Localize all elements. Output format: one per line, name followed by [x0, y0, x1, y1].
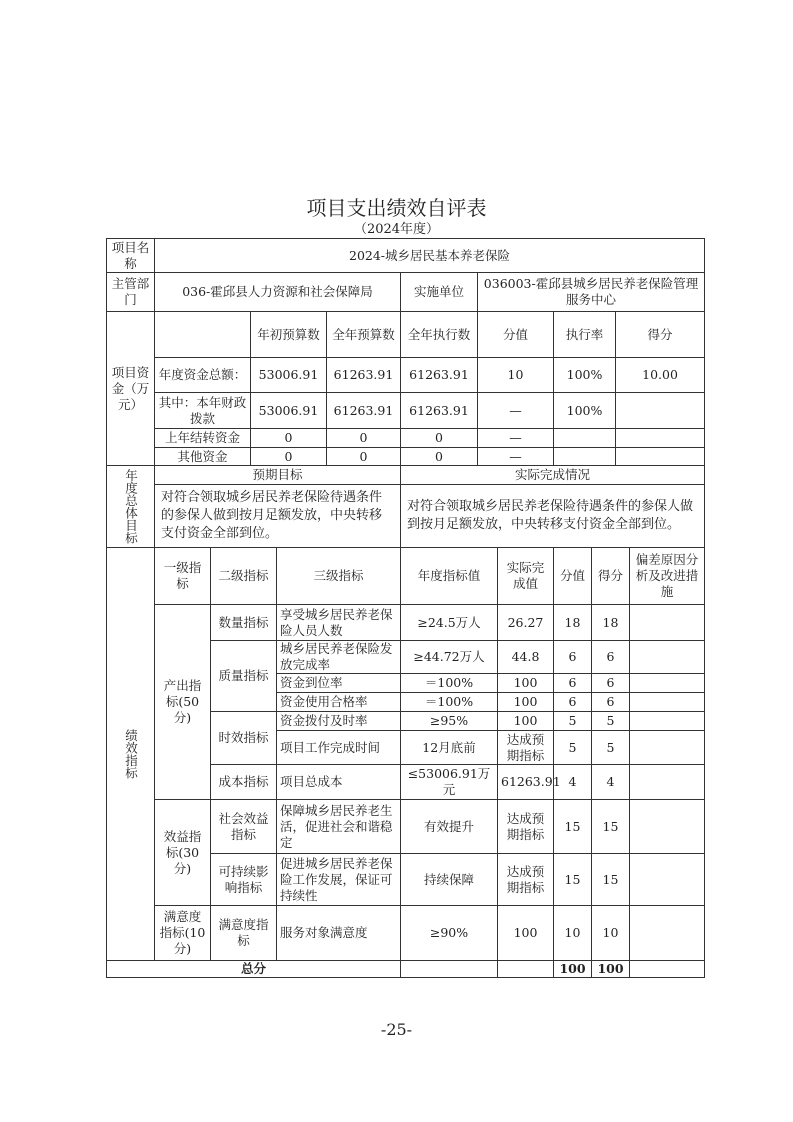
- funds-row: [107, 448, 705, 466]
- impl-label: 实施单位: [401, 273, 478, 312]
- got-cell: 5: [592, 712, 630, 731]
- score-cell: 18: [554, 605, 592, 641]
- got-cell: 6: [592, 674, 630, 693]
- funds-header: [155, 312, 251, 358]
- deviation-cell: [630, 731, 705, 765]
- funds-cell: —: [478, 448, 554, 466]
- funds-cell: [616, 448, 705, 466]
- level3-cell: 资金到位率: [277, 674, 401, 693]
- target-cell: 12月底前: [401, 731, 498, 765]
- level1-output: 产出指标(50分): [155, 605, 211, 800]
- target-cell: ≥44.72万人: [401, 641, 498, 674]
- score-cell: 5: [554, 712, 592, 731]
- target-cell: ≥24.5万人: [401, 605, 498, 641]
- page-subtitle: （2024年度）: [353, 222, 440, 237]
- score-cell: 6: [554, 674, 592, 693]
- project-name-label: 项目名称: [107, 239, 155, 273]
- funds-cell: 100%: [554, 393, 616, 429]
- level3-cell: 城乡居民养老保险发放完成率: [277, 641, 401, 674]
- target-cell: ≤53006.91万元: [401, 765, 498, 800]
- total-got: 100: [592, 961, 630, 978]
- indicator-header: 实际完成值: [498, 548, 554, 605]
- got-cell: 15: [592, 854, 630, 906]
- level1-satisfaction: 满意度指标(10分): [155, 906, 211, 961]
- indicator-header: 偏差原因分析及改进措施: [630, 548, 705, 605]
- funds-cell: 0: [251, 429, 327, 448]
- funds-cell: 上年结转资金: [155, 429, 251, 448]
- funds-cell: 0: [251, 448, 327, 466]
- expected-goal-label: 预期目标: [155, 466, 401, 485]
- goals-header-row: [107, 466, 705, 485]
- funds-row: [107, 429, 705, 448]
- funds-cell: 61263.91: [327, 393, 401, 429]
- funds-cell: 0: [327, 448, 401, 466]
- got-cell: 4: [592, 765, 630, 800]
- level2-cost: 成本指标: [211, 765, 277, 800]
- funds-cell: —: [478, 429, 554, 448]
- actual-cell: 达成预期指标: [498, 731, 554, 765]
- deviation-cell: [630, 693, 705, 712]
- got-cell: 6: [592, 693, 630, 712]
- deviation-cell: [630, 765, 705, 800]
- got-cell: 15: [592, 800, 630, 854]
- funds-header-row: [107, 312, 705, 358]
- funds-header: 年初预算数: [251, 312, 327, 358]
- dept-label: 主管部门: [107, 273, 155, 312]
- total-label: 总分: [107, 961, 401, 978]
- deviation-cell: [630, 674, 705, 693]
- score-cell: 15: [554, 800, 592, 854]
- level2-satisfaction: 满意度指标: [211, 906, 277, 961]
- level3-cell: 资金使用合格率: [277, 693, 401, 712]
- got-cell: 6: [592, 641, 630, 674]
- impl-value: 036003-霍邱县城乡居民养老保险管理服务中心: [478, 273, 705, 312]
- deviation-cell: [630, 906, 705, 961]
- dept-value: 036-霍邱县人力资源和社会保障局: [155, 273, 401, 312]
- funds-cell: 年度资金总额：: [155, 358, 251, 393]
- funds-cell: 100%: [554, 358, 616, 393]
- level3-cell: 享受城乡居民养老保险人员人数: [277, 605, 401, 641]
- project-name-value: 2024-城乡居民基本养老保险: [155, 239, 705, 273]
- performance-table: [106, 238, 705, 978]
- funds-row: [107, 358, 705, 393]
- deviation-cell: [630, 712, 705, 731]
- level2-timeliness: 时效指标: [211, 712, 277, 765]
- indicator-row: [107, 800, 705, 854]
- level1-benefit: 效益指标(30分): [155, 800, 211, 906]
- funds-cell: [554, 448, 616, 466]
- funds-cell: 10: [478, 358, 554, 393]
- funds-header: 执行率: [554, 312, 616, 358]
- funds-cell: 61263.91: [327, 358, 401, 393]
- indicators-label: 绩效指标: [107, 548, 155, 961]
- deviation-cell: [630, 854, 705, 906]
- target-cell: ≥95%: [401, 712, 498, 731]
- funds-header: 得分: [616, 312, 705, 358]
- level2-social: 社会效益指标: [211, 800, 277, 854]
- target-cell: ＝100%: [401, 674, 498, 693]
- deviation-cell: [630, 605, 705, 641]
- funds-cell: 其他资金: [155, 448, 251, 466]
- indicator-header: 得分: [592, 548, 630, 605]
- funds-cell: 53006.91: [251, 358, 327, 393]
- actual-goal-label: 实际完成情况: [401, 466, 705, 485]
- indicators-header-row: [107, 548, 705, 605]
- actual-cell: 达成预期指标: [498, 800, 554, 854]
- got-cell: 18: [592, 605, 630, 641]
- got-cell: 5: [592, 731, 630, 765]
- score-cell: 5: [554, 731, 592, 765]
- project-name-row: [107, 239, 705, 273]
- goals-label: 年度总体目标: [107, 466, 155, 548]
- indicator-header: 分值: [554, 548, 592, 605]
- funds-header: 全年预算数: [327, 312, 401, 358]
- actual-cell: 100: [498, 712, 554, 731]
- total-empty: [401, 961, 498, 978]
- funds-label: 项目资金（万元）: [107, 312, 155, 466]
- level3-cell: 保障城乡居民养老生活，促进社会和谐稳定: [277, 800, 401, 854]
- dept-row: [107, 273, 705, 312]
- score-cell: 10: [554, 906, 592, 961]
- total-score: 100: [554, 961, 592, 978]
- actual-cell: 44.8: [498, 641, 554, 674]
- funds-cell: 61263.91: [401, 393, 478, 429]
- level3-cell: 项目工作完成时间: [277, 731, 401, 765]
- actual-cell: 达成预期指标: [498, 854, 554, 906]
- indicator-header: 二级指标: [211, 548, 277, 605]
- page-number: -25-: [380, 1020, 413, 1039]
- funds-cell: 61263.91: [401, 358, 478, 393]
- deviation-cell: [630, 800, 705, 854]
- funds-cell: —: [478, 393, 554, 429]
- goals-row: [107, 485, 705, 548]
- funds-cell: 10.00: [616, 358, 705, 393]
- funds-cell: [554, 429, 616, 448]
- total-row: [107, 961, 705, 978]
- funds-cell: 其中：本年财政拨款: [155, 393, 251, 429]
- indicator-header: 一级指标: [155, 548, 211, 605]
- level2-quality: 质量指标: [211, 641, 277, 712]
- score-cell: 4: [554, 765, 592, 800]
- score-cell: 6: [554, 693, 592, 712]
- actual-cell: 100: [498, 693, 554, 712]
- score-cell: 6: [554, 641, 592, 674]
- funds-row: [107, 393, 705, 429]
- level3-cell: 促进城乡居民养老保险工作发展，保证可持续性: [277, 854, 401, 906]
- target-cell: ＝100%: [401, 693, 498, 712]
- funds-cell: 53006.91: [251, 393, 327, 429]
- actual-cell: 100: [498, 906, 554, 961]
- funds-header: 全年执行数: [401, 312, 478, 358]
- actual-cell: 61263.91: [498, 765, 554, 800]
- target-cell: 有效提升: [401, 800, 498, 854]
- level3-cell: 资金拨付及时率: [277, 712, 401, 731]
- actual-goal-text: 对符合领取城乡居民养老保险待遇条件的参保人做到按月足额发放，中央转移支付资金全部到位。: [401, 485, 705, 548]
- indicator-header: 年度指标值: [401, 548, 498, 605]
- got-cell: 10: [592, 906, 630, 961]
- page-title: 项目支出绩效自评表: [306, 196, 487, 220]
- target-cell: ≥90%: [401, 906, 498, 961]
- funds-cell: 0: [401, 429, 478, 448]
- indicator-row: [107, 906, 705, 961]
- actual-cell: 26.27: [498, 605, 554, 641]
- funds-cell: 0: [327, 429, 401, 448]
- score-cell: 15: [554, 854, 592, 906]
- funds-cell: [616, 393, 705, 429]
- indicator-header: 三级指标: [277, 548, 401, 605]
- funds-cell: [616, 429, 705, 448]
- total-empty: [498, 961, 554, 978]
- target-cell: 持续保障: [401, 854, 498, 906]
- level3-cell: 项目总成本: [277, 765, 401, 800]
- expected-goal-text: 对符合领取城乡居民养老保险待遇条件的参保人做到按月足额发放，中央转移支付资金全部到位。: [155, 485, 401, 548]
- funds-header: 分值: [478, 312, 554, 358]
- level2-sustainable: 可持续影响指标: [211, 854, 277, 906]
- indicator-row: [107, 605, 705, 641]
- level3-cell: 服务对象满意度: [277, 906, 401, 961]
- funds-cell: 0: [401, 448, 478, 466]
- total-empty: [630, 961, 705, 978]
- level2-quantity: 数量指标: [211, 605, 277, 641]
- actual-cell: 100: [498, 674, 554, 693]
- deviation-cell: [630, 641, 705, 674]
